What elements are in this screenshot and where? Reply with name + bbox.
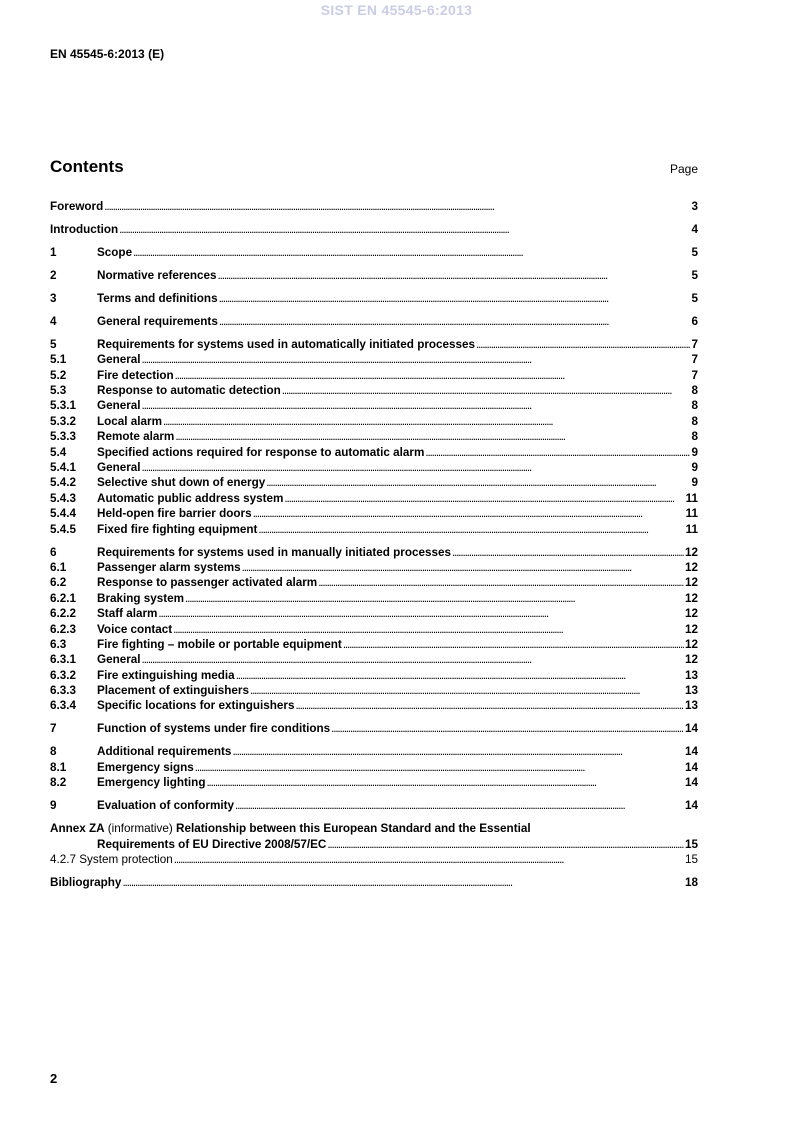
- toc-entry[interactable]: [50, 429, 698, 444]
- toc-title: Local alarm: [97, 414, 162, 428]
- toc-section-number: 5.4: [50, 445, 67, 459]
- toc-section-number: 5.2: [50, 368, 67, 382]
- leader-dots: [331, 721, 684, 736]
- toc-page-number: 6: [691, 314, 698, 328]
- document-id: EN 45545-6:2013 (E): [50, 47, 165, 61]
- leader-dots: [219, 314, 691, 329]
- toc-title: Requirements for systems used in manually initiated processes: [97, 545, 451, 559]
- toc-page-number: 15: [684, 852, 698, 866]
- toc-page-number: 14: [684, 799, 698, 813]
- toc-entry[interactable]: [50, 414, 698, 429]
- toc-entries: [50, 199, 698, 814]
- leader-dots: [195, 760, 684, 775]
- toc-page-number: 14: [684, 745, 698, 759]
- watermark: SIST EN 45545-6:2013: [320, 2, 473, 18]
- toc-section-number: 6.3.3: [50, 684, 76, 698]
- leader-dots: [158, 606, 684, 621]
- toc-title: Foreword: [50, 200, 104, 213]
- toc-entry[interactable]: [50, 245, 698, 260]
- toc-title: Function of systems under fire conditions: [97, 722, 331, 736]
- toc-title: Fixed fire fighting equipment: [97, 522, 258, 536]
- toc-entry[interactable]: [50, 721, 698, 736]
- leader-dots: [235, 798, 684, 813]
- toc-title: General: [97, 461, 141, 475]
- toc-page-number: 15: [684, 837, 698, 851]
- toc-entry[interactable]: [50, 637, 698, 652]
- toc-entry[interactable]: [50, 560, 698, 575]
- toc-title: Braking system: [97, 591, 185, 605]
- toc-title: Held-open fire barrier doors: [97, 507, 252, 521]
- toc-section-number: 6.2: [50, 576, 67, 590]
- toc-title: Voice contact: [97, 622, 173, 636]
- toc-page-number: 9: [691, 461, 698, 475]
- toc-title: Fire detection: [97, 368, 174, 382]
- toc-entry[interactable]: [50, 398, 698, 413]
- toc-page-number: 12: [684, 545, 698, 559]
- toc-entry[interactable]: [50, 591, 698, 606]
- toc-page-number: 14: [684, 760, 698, 774]
- toc-section-number: 5.4.1: [50, 461, 76, 475]
- toc-title: General: [97, 399, 141, 413]
- toc-entry[interactable]: [50, 506, 698, 521]
- leader-dots: [119, 222, 690, 237]
- annex-label: Annex ZA: [50, 822, 105, 836]
- annex-title-row: [50, 837, 698, 852]
- toc-section-number: 5.1: [50, 353, 67, 367]
- leader-dots: [452, 545, 684, 560]
- toc-title: Additional requirements: [97, 745, 232, 759]
- toc-title: Response to passenger activated alarm: [97, 576, 318, 590]
- toc-title: General: [97, 353, 141, 367]
- toc-section-number: 6.3.2: [50, 668, 76, 682]
- toc-entry[interactable]: [50, 622, 698, 637]
- toc-entry-system-protection[interactable]: [50, 852, 698, 867]
- toc-entry[interactable]: [50, 445, 698, 460]
- toc-page-number: 11: [685, 507, 698, 521]
- toc-entry[interactable]: [50, 522, 698, 537]
- toc-title: Emergency lighting: [97, 776, 206, 790]
- toc-title: Remote alarm: [97, 430, 175, 444]
- leader-dots: [253, 506, 685, 521]
- leader-dots: [175, 368, 691, 383]
- leader-dots: [327, 837, 684, 852]
- toc-section-number: 5.4.2: [50, 476, 76, 490]
- toc-title: Fire extinguishing media: [97, 668, 235, 682]
- leader-dots: [266, 475, 690, 490]
- toc-entry[interactable]: [50, 314, 698, 329]
- toc-entry[interactable]: [50, 744, 698, 759]
- toc-section-number: 5.4.4: [50, 507, 76, 521]
- toc-entry[interactable]: [50, 760, 698, 775]
- toc-page-number: 5: [691, 291, 698, 305]
- page-number: 2: [50, 1071, 58, 1086]
- leader-dots: [163, 414, 691, 429]
- leader-dots: [218, 268, 691, 283]
- toc-entry[interactable]: [50, 460, 698, 475]
- toc-page-number: 7: [691, 353, 698, 367]
- annex-title-line1: Relationship between this European Standard and the Essential: [176, 822, 531, 836]
- toc-section-number: 6.3: [50, 637, 67, 651]
- toc-entry[interactable]: [50, 291, 698, 306]
- toc-page-number: 13: [684, 684, 698, 698]
- toc-section-number: 5.3.2: [50, 414, 76, 428]
- toc-entry[interactable]: [50, 606, 698, 621]
- toc-title: Introduction: [50, 222, 119, 236]
- toc-section-number: 7: [50, 722, 57, 736]
- leader-dots: [232, 744, 684, 759]
- leader-dots: [258, 522, 684, 537]
- leader-dots: [282, 383, 691, 398]
- annex-informative: (informative): [104, 822, 176, 836]
- toc-section-number: 5.4.3: [50, 491, 76, 505]
- leader-dots: [343, 637, 684, 652]
- toc-section-number: 2: [50, 268, 57, 282]
- toc-entry[interactable]: [50, 199, 698, 214]
- leader-dots: [104, 199, 690, 214]
- toc-title: Terms and definitions: [97, 291, 218, 305]
- toc-entry[interactable]: [50, 368, 698, 383]
- toc-section-number: 6.2.2: [50, 607, 76, 621]
- toc-entry[interactable]: [50, 575, 698, 590]
- toc-section-number: 4: [50, 314, 57, 328]
- toc-section-number: 6.2.1: [50, 591, 76, 605]
- toc-title: General: [97, 653, 141, 667]
- toc-section-number: 5: [50, 337, 57, 351]
- leader-dots: [173, 622, 684, 637]
- leader-dots: [185, 591, 684, 606]
- toc-page-number: 5: [691, 268, 698, 282]
- toc-section-number: 9: [50, 799, 57, 813]
- toc-section-number: 5.3.1: [50, 399, 76, 413]
- toc-entry-annex-za[interactable]: [50, 821, 698, 852]
- toc-page-number: 11: [685, 491, 698, 505]
- leader-dots: [236, 668, 684, 683]
- toc-entry[interactable]: [50, 683, 698, 698]
- leader-dots: [242, 560, 684, 575]
- toc-page-number: 13: [684, 699, 698, 713]
- toc-entry[interactable]: [50, 652, 698, 667]
- toc-section-number: 6.3.4: [50, 699, 76, 713]
- toc-page-number: 7: [691, 337, 698, 351]
- leader-dots: [250, 683, 684, 698]
- toc-title: Scope: [97, 245, 133, 259]
- toc-entry[interactable]: [50, 352, 698, 367]
- leader-dots: [476, 337, 690, 352]
- leader-dots: [425, 445, 690, 460]
- toc-section-number: 6.1: [50, 560, 67, 574]
- toc-page-number: 8: [691, 414, 698, 428]
- leader-dots: [142, 398, 691, 413]
- toc-page-number: 4: [691, 222, 698, 236]
- toc-title: Selective shut down of energy: [97, 476, 266, 490]
- toc-entry[interactable]: [50, 491, 698, 506]
- leader-dots: [318, 575, 684, 590]
- toc-entry[interactable]: [50, 545, 698, 560]
- toc-section-number: 5.3: [50, 384, 67, 398]
- toc-page-number: 12: [684, 653, 698, 667]
- toc-title: Specific locations for extinguishers: [97, 699, 295, 713]
- toc-page-number: 11: [685, 522, 698, 536]
- toc-entry[interactable]: [50, 798, 698, 813]
- toc-section-number: 8.1: [50, 760, 67, 774]
- toc-entry[interactable]: [50, 222, 698, 237]
- toc-title: 4.2.7 System protection: [50, 852, 173, 866]
- toc-title: Response to automatic detection: [97, 384, 281, 398]
- toc-section-number: 5.4.5: [50, 522, 76, 536]
- toc-entry-bibliography[interactable]: [50, 875, 698, 890]
- leader-dots: [142, 460, 691, 475]
- toc-entry[interactable]: [50, 268, 698, 283]
- table-of-contents: [50, 199, 698, 890]
- leader-dots: [133, 245, 690, 260]
- toc-page-number: 12: [684, 607, 698, 621]
- toc-title: Requirements for systems used in automatically initiated processes: [97, 337, 476, 351]
- toc-section-number: 1: [50, 245, 57, 259]
- toc-page-number: 3: [691, 200, 698, 213]
- toc-page-number: 12: [684, 560, 698, 574]
- toc-page-number: 8: [691, 399, 698, 413]
- toc-title: Normative references: [97, 268, 217, 282]
- leader-dots: [142, 352, 691, 367]
- leader-dots: [174, 852, 684, 867]
- toc-section-number: 6.3.1: [50, 653, 76, 667]
- toc-title: Specified actions required for response to automatic alarm: [97, 445, 425, 459]
- toc-page-number: 8: [691, 430, 698, 444]
- leader-dots: [219, 291, 691, 306]
- toc-section-number: 6.2.3: [50, 622, 76, 636]
- toc-section-number: 3: [50, 291, 57, 305]
- toc-page-number: 7: [691, 368, 698, 382]
- toc-section-number: 8: [50, 745, 57, 759]
- annex-title-line2: Requirements of EU Directive 2008/57/EC: [97, 837, 327, 851]
- toc-title: Evaluation of conformity: [97, 799, 235, 813]
- toc-title: Bibliography: [50, 875, 122, 889]
- toc-section-number: 5.3.3: [50, 430, 76, 444]
- toc-page-number: 8: [691, 384, 698, 398]
- contents-heading: Contents: [50, 157, 124, 176]
- leader-dots: [206, 775, 684, 790]
- toc-page-number: 12: [684, 591, 698, 605]
- toc-page-number: 12: [684, 576, 698, 590]
- toc-entry[interactable]: [50, 475, 698, 490]
- toc-page-number: 14: [684, 776, 698, 790]
- toc-title: Automatic public address system: [97, 491, 284, 505]
- toc-entry[interactable]: [50, 775, 698, 790]
- toc-page-number: 14: [684, 722, 698, 736]
- toc-page-number: 9: [691, 476, 698, 490]
- toc-page-number: 18: [684, 875, 698, 889]
- toc-entry[interactable]: [50, 698, 698, 713]
- leader-dots: [284, 491, 684, 506]
- toc-entry[interactable]: [50, 337, 698, 352]
- toc-entry[interactable]: [50, 668, 698, 683]
- toc-section-number: 8.2: [50, 776, 67, 790]
- toc-title: Emergency signs: [97, 760, 194, 774]
- leader-dots: [122, 875, 684, 890]
- toc-title: Passenger alarm systems: [97, 560, 241, 574]
- toc-title: General requirements: [97, 314, 218, 328]
- leader-dots: [175, 429, 690, 444]
- toc-title: Staff alarm: [97, 607, 158, 621]
- toc-page-number: 12: [684, 622, 698, 636]
- leader-dots: [142, 652, 684, 667]
- toc-title: Placement of extinguishers: [97, 684, 249, 698]
- toc-entry[interactable]: [50, 383, 698, 398]
- toc-page-number: 13: [684, 668, 698, 682]
- toc-section-number: 6: [50, 545, 57, 559]
- toc-page-number: 12: [684, 637, 698, 651]
- page-column-label: Page: [669, 162, 698, 176]
- toc-page-number: 5: [691, 245, 698, 259]
- toc-page-number: 9: [691, 445, 698, 459]
- toc-title: Fire fighting – mobile or portable equipment: [97, 637, 342, 651]
- leader-dots: [295, 698, 684, 713]
